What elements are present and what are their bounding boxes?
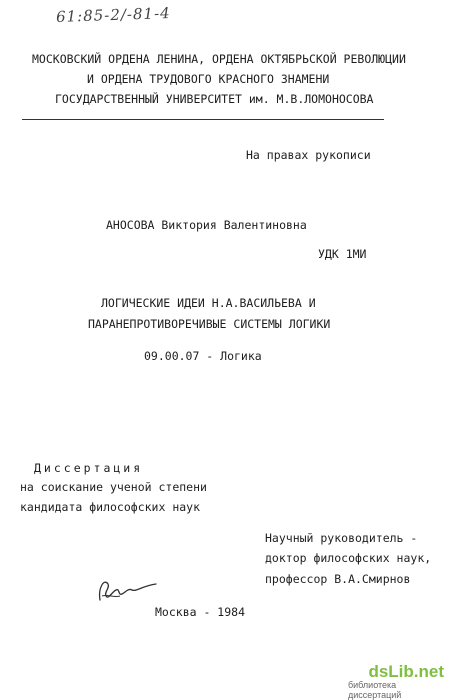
header-divider [22, 119, 384, 120]
dissertation-field-line: кандидата философских наук [20, 500, 201, 514]
udk-code: УДК 1МИ [318, 247, 367, 261]
author-name: АНОСОВА Виктория Валентиновна [106, 218, 307, 232]
supervisor-degree: доктор философских наук, [265, 551, 432, 565]
dissertation-degree-line: на соискание ученой степени [20, 480, 207, 494]
dissertation-label: Диссертация [34, 461, 144, 475]
title-line-2: ПАРАНЕПРОТИВОРЕЧИВЫЕ СИСТЕМЫ ЛОГИКИ [88, 317, 331, 331]
signature [94, 574, 158, 604]
header-line-1: МОСКОВСКИЙ ОРДЕНА ЛЕНИНА, ОРДЕНА ОКТЯБРЬСКОЙ РЕВОЛЮЦИИ [32, 52, 406, 66]
watermark-subtitle: библиотека диссертаций [348, 680, 402, 700]
place-and-year: Москва - 1984 [155, 605, 246, 619]
supervisor-role: Научный руководитель - [265, 531, 418, 545]
rights-notice: На правах рукописи [246, 148, 371, 162]
title-line-1: ЛОГИЧЕСКИЕ ИДЕИ Н.А.ВАСИЛЬЕВА И [101, 296, 316, 310]
site-watermark-logo [348, 662, 444, 700]
handwritten-archive-number: 61:85-2/-81-4 [55, 4, 171, 26]
header-line-3: ГОСУДАРСТВЕННЫЙ УНИВЕРСИТЕТ им. М.В.ЛОМОНОСОВА [55, 92, 374, 106]
header-line-2: И ОРДЕНА ТРУДОВОГО КРАСНОГО ЗНАМЕНИ [87, 72, 330, 86]
supervisor-name: профессор В.А.Смирнов [265, 572, 411, 586]
watermark-name: dsLib.net [368, 662, 444, 681]
specialty-code: 09.00.07 - Логика [144, 349, 262, 363]
